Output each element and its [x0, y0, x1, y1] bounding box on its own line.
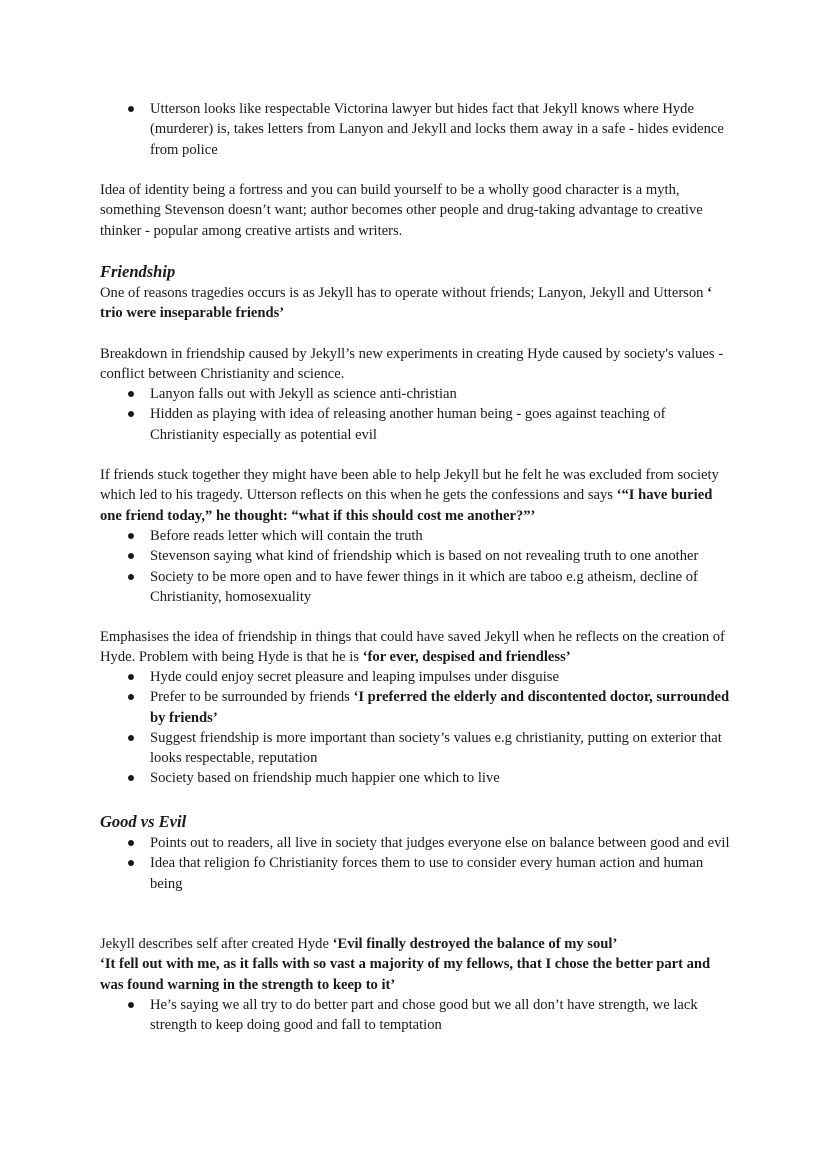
breakdown-paragraph: Breakdown in friendship caused by Jekyll’s new experiments in creating Hyde caused by society's values - conflict between Christianity and science.	[100, 346, 724, 383]
emphasis-bullet-list	[150, 667, 735, 789]
friendship-intro-paragraph	[100, 283, 730, 324]
friendless-quote: ‘for ever, despised and friendless’	[362, 649, 571, 666]
elderly-doctor-quote: ‘I preferred the elderly and discontented doctor, surrounded by friends’	[150, 689, 730, 726]
list-item: Hidden as playing with idea of releasing another human being - goes against teaching of Christianity especially as potential evil	[150, 404, 735, 445]
trio-quote: ‘ trio were inseparable friends’	[100, 285, 712, 322]
friends-bullet-list	[150, 526, 735, 607]
jekyll-text: Jekyll describes self after created Hyde	[100, 936, 329, 952]
evil-soul-quote: ‘Evil finally destroyed the balance of my soul’	[332, 936, 618, 952]
list-item: Society to be more open and to have fewer things in it which are taboo e.g atheism, decline of Christianity, homosexuality	[150, 567, 735, 608]
prefer-friends-text: Prefer to be surrounded by friends	[150, 689, 350, 706]
breakdown-bullet-list	[150, 384, 735, 445]
jekyll-paragraph	[100, 934, 730, 995]
friends-text: If friends stuck together they might have been able to help Jekyll but he felt he was excluded from society which led to his tragedy. Utterson reflects on this when he gets the confessions and says	[100, 467, 719, 504]
strength-bullet-list	[150, 995, 735, 1036]
good-evil-bullet-list	[150, 833, 735, 894]
friendship-heading: Friendship	[100, 262, 176, 281]
list-item: Lanyon falls out with Jekyll as science anti-christian	[150, 384, 735, 404]
list-item: Hyde could enjoy secret pleasure and leaping impulses under disguise	[150, 667, 735, 687]
friendship-intro-text: One of reasons tragedies occurs is as Jekyll has to operate without friends; Lanyon, Jekyll and Utterson	[100, 285, 704, 301]
list-item	[150, 687, 735, 728]
list-item: He’s saying we all try to do better part and chose good but we all don’t have strength, we lack strength to keep doing good and fall to temptation	[150, 995, 735, 1036]
list-item: Stevenson saying what kind of friendship which is based on not revealing truth to one another	[150, 546, 735, 566]
utterson-bullet-list	[150, 99, 735, 160]
list-item: Idea that religion fo Christianity forces them to use to consider every human action and human being	[150, 853, 735, 894]
list-item: Utterson looks like respectable Victorina lawyer but hides fact that Jekyll knows where Hyde (murderer) is, takes letters from Lanyon and Jekyll and locks them away in a safe - hides evidence from police	[150, 99, 735, 160]
good-vs-evil-heading: Good vs Evil	[100, 812, 187, 831]
list-item: Points out to readers, all live in society that judges everyone else on balance between good and evil	[150, 833, 735, 853]
emphasis-paragraph	[100, 627, 730, 668]
better-part-quote: ‘It fell out with me, as it falls with so vast a majority of my fellows, that I chose the better part and was found warning in the strength to keep to it’	[100, 956, 711, 993]
identity-paragraph: Idea of identity being a fortress and you can build yourself to be a wholly good character is a myth, something Stevenson doesn’t want; author becomes other people and drug-taking advantage to creative thinker - popular among creative artists and writers.	[100, 182, 703, 239]
friends-paragraph	[100, 465, 730, 526]
list-item: Before reads letter which will contain the truth	[150, 526, 735, 546]
list-item: Society based on friendship much happier one which to live	[150, 768, 735, 788]
buried-friend-quote: ‘“I have buried one friend today,” he thought: “what if this should cost me another?”’	[100, 487, 713, 524]
list-item: Suggest friendship is more important than society’s values e.g christianity, putting on exterior that looks respectable, reputation	[150, 728, 735, 769]
emphasis-text: Emphasises the idea of friendship in things that could have saved Jekyll when he reflects on the creation of Hyde. Problem with being Hyde is that he is	[100, 629, 725, 666]
